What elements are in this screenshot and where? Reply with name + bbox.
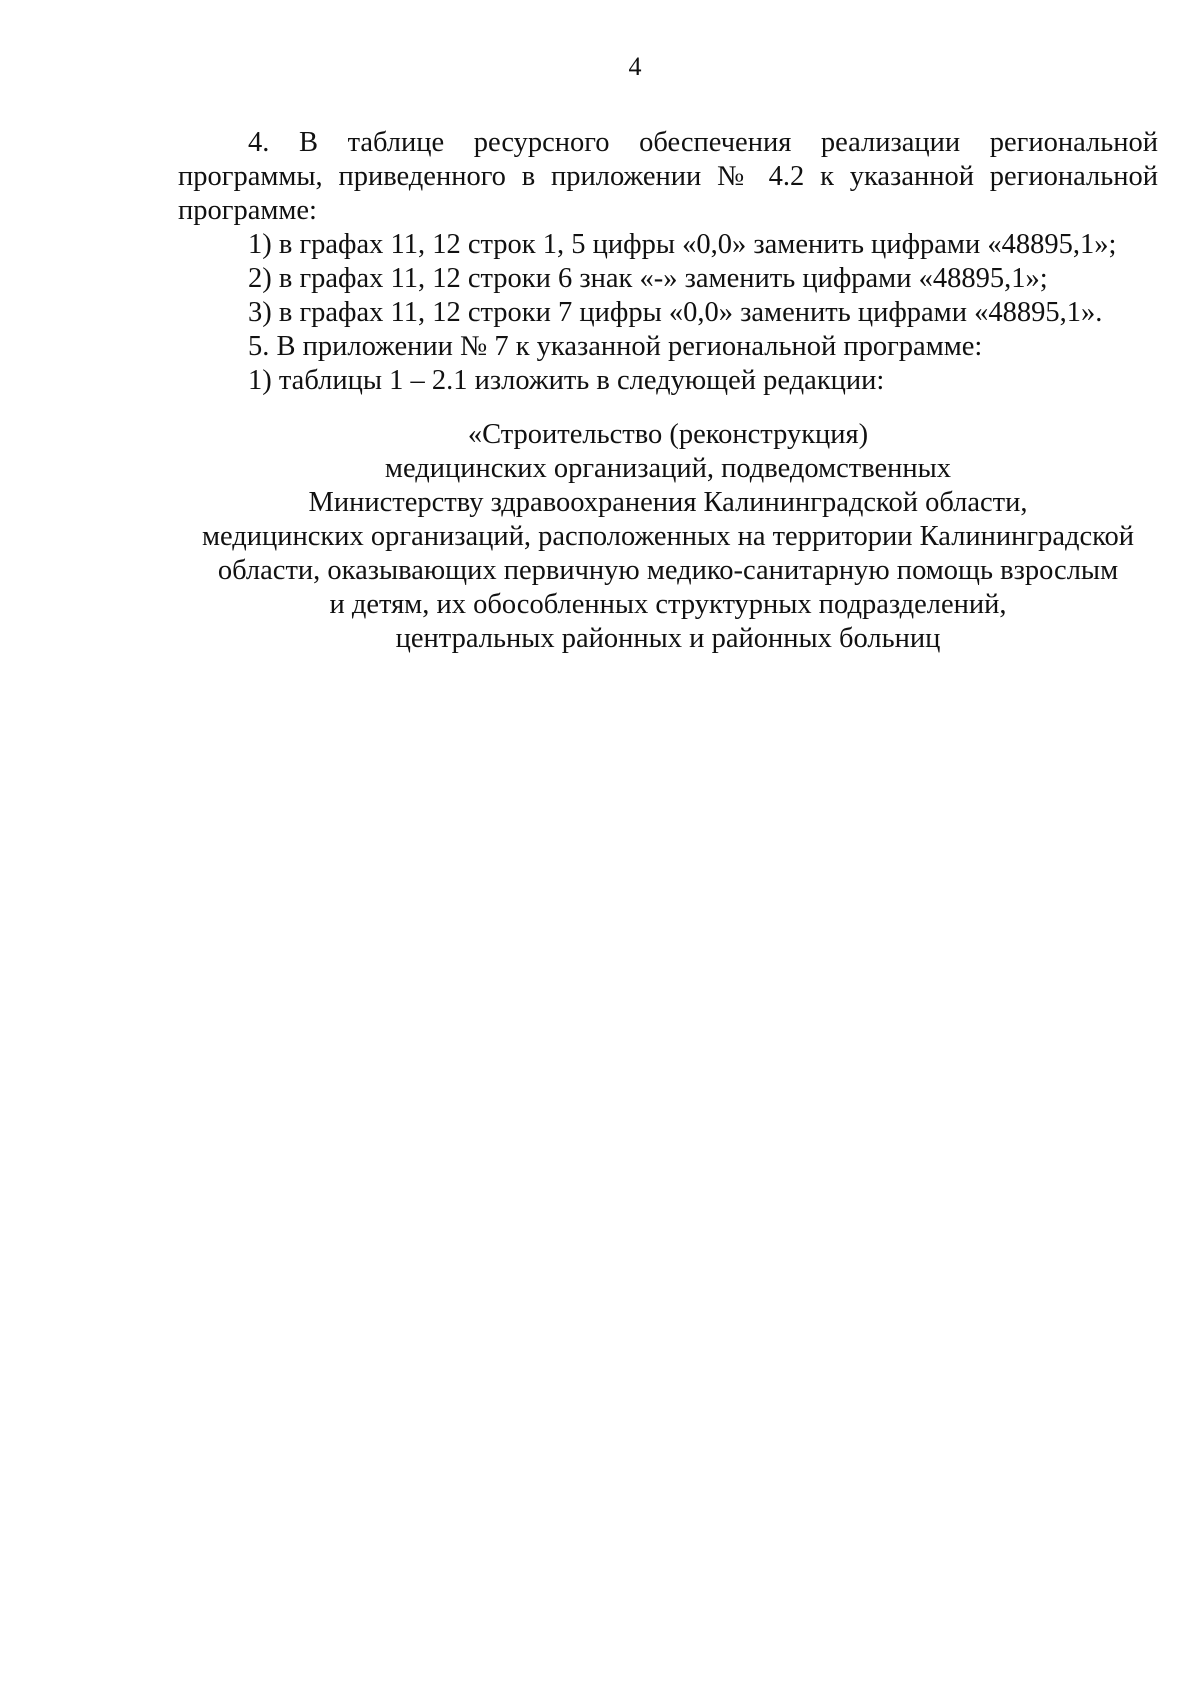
paragraph-subitem-2: 2) в графах 11, 12 строки 6 знак «-» заменить цифрами «48895,1»;	[248, 263, 1048, 294]
paragraph-subitem-3: 3) в графах 11, 12 строки 7 цифры «0,0» заменить цифрами «48895,1».	[248, 297, 1103, 328]
heading-line: центральных районных и районных больниц	[395, 623, 941, 654]
paragraph-subitem-1: 1) в графах 11, 12 строк 1, 5 цифры «0,0» заменить цифрами «48895,1»;	[248, 229, 1117, 260]
paragraph-item-4: 4. В таблице ресурсного обеспечения реализации региональной программы, приведенного в приложении № 4.2 к указанной региональной программе:	[178, 127, 1158, 226]
page-number: 4	[628, 52, 642, 81]
paragraph-item-5: 5. В приложении № 7 к указанной региональной программе:	[248, 331, 983, 362]
body-text	[178, 126, 1158, 398]
heading-line: медицинских организаций, подведомственных	[384, 453, 952, 484]
section-heading	[178, 418, 1158, 656]
heading-line: и детям, их обособленных структурных подразделений,	[329, 589, 1007, 620]
heading-line: области, оказывающих первичную медико-санитарную помощь взрослым	[217, 555, 1119, 586]
heading-line: Министерству здравоохранения Калининградской области,	[308, 487, 1028, 518]
paragraph-subitem-1-tables: 1) таблицы 1 – 2.1 изложить в следующей редакции:	[248, 365, 885, 396]
heading-line: «Строительство (реконструкция)	[467, 419, 869, 450]
heading-line: медицинских организаций, расположенных на территории Калининградской	[201, 521, 1135, 552]
